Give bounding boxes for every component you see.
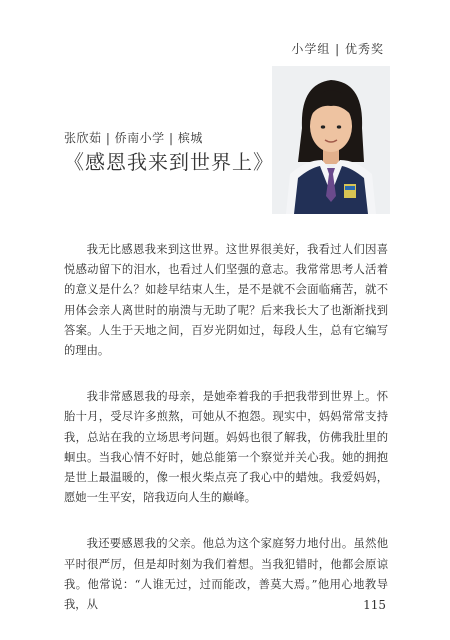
essay-title: 《感恩我来到世界上》 [64,150,274,174]
author-line: 张欣茹 | 侨南小学 | 槟城 [64,131,203,145]
essay-paragraph: 我非常感恩我的母亲，是她牵着我的手把我带到世界上。怀胎十月，受尽许多煎熬，可她从不抱怨。现实中，妈妈常常支持我，总站在我的立场思考问题。妈妈也很了解我，仿佛我肚里的蛔虫。当我心情不好时，她总能第一个察觉并关心我。她的拥抱是世上最温暖的，像一根火柴点亮了我心中的蜡烛。我爱妈妈，愿她一生平安，陪我迈向人生的巅峰。 [64,390,388,505]
essay-paragraph: 我还要感恩我的父亲。他总为这个家庭努力地付出。虽然他平时很严厉，但是却时刻为我们着想。当我犯错时，他都会原谅我。他常说：“人谁无过，过而能改，善莫大焉。”他用心地教导我，从 [64,537,388,612]
category-label: 小学组 | 优秀奖 [291,42,384,56]
essay-body [64,240,388,615]
page-number: 115 [363,598,386,612]
student-photo [272,66,390,214]
essay-paragraph: 我无比感恩我来到这世界。这世界很美好，我看过人们因喜悦感动留下的泪水，也看过人们坚强的意志。我常常思考人活着的意义是什么？如趁早结束人生，是不是就不会面临痛苦，就不用体会亲人离世时的崩溃与无助了呢？后来我长大了也渐渐找到答案。人生于天地之间，百岁光阴如过，每段人生，总有它编写的理由。 [64,243,388,358]
